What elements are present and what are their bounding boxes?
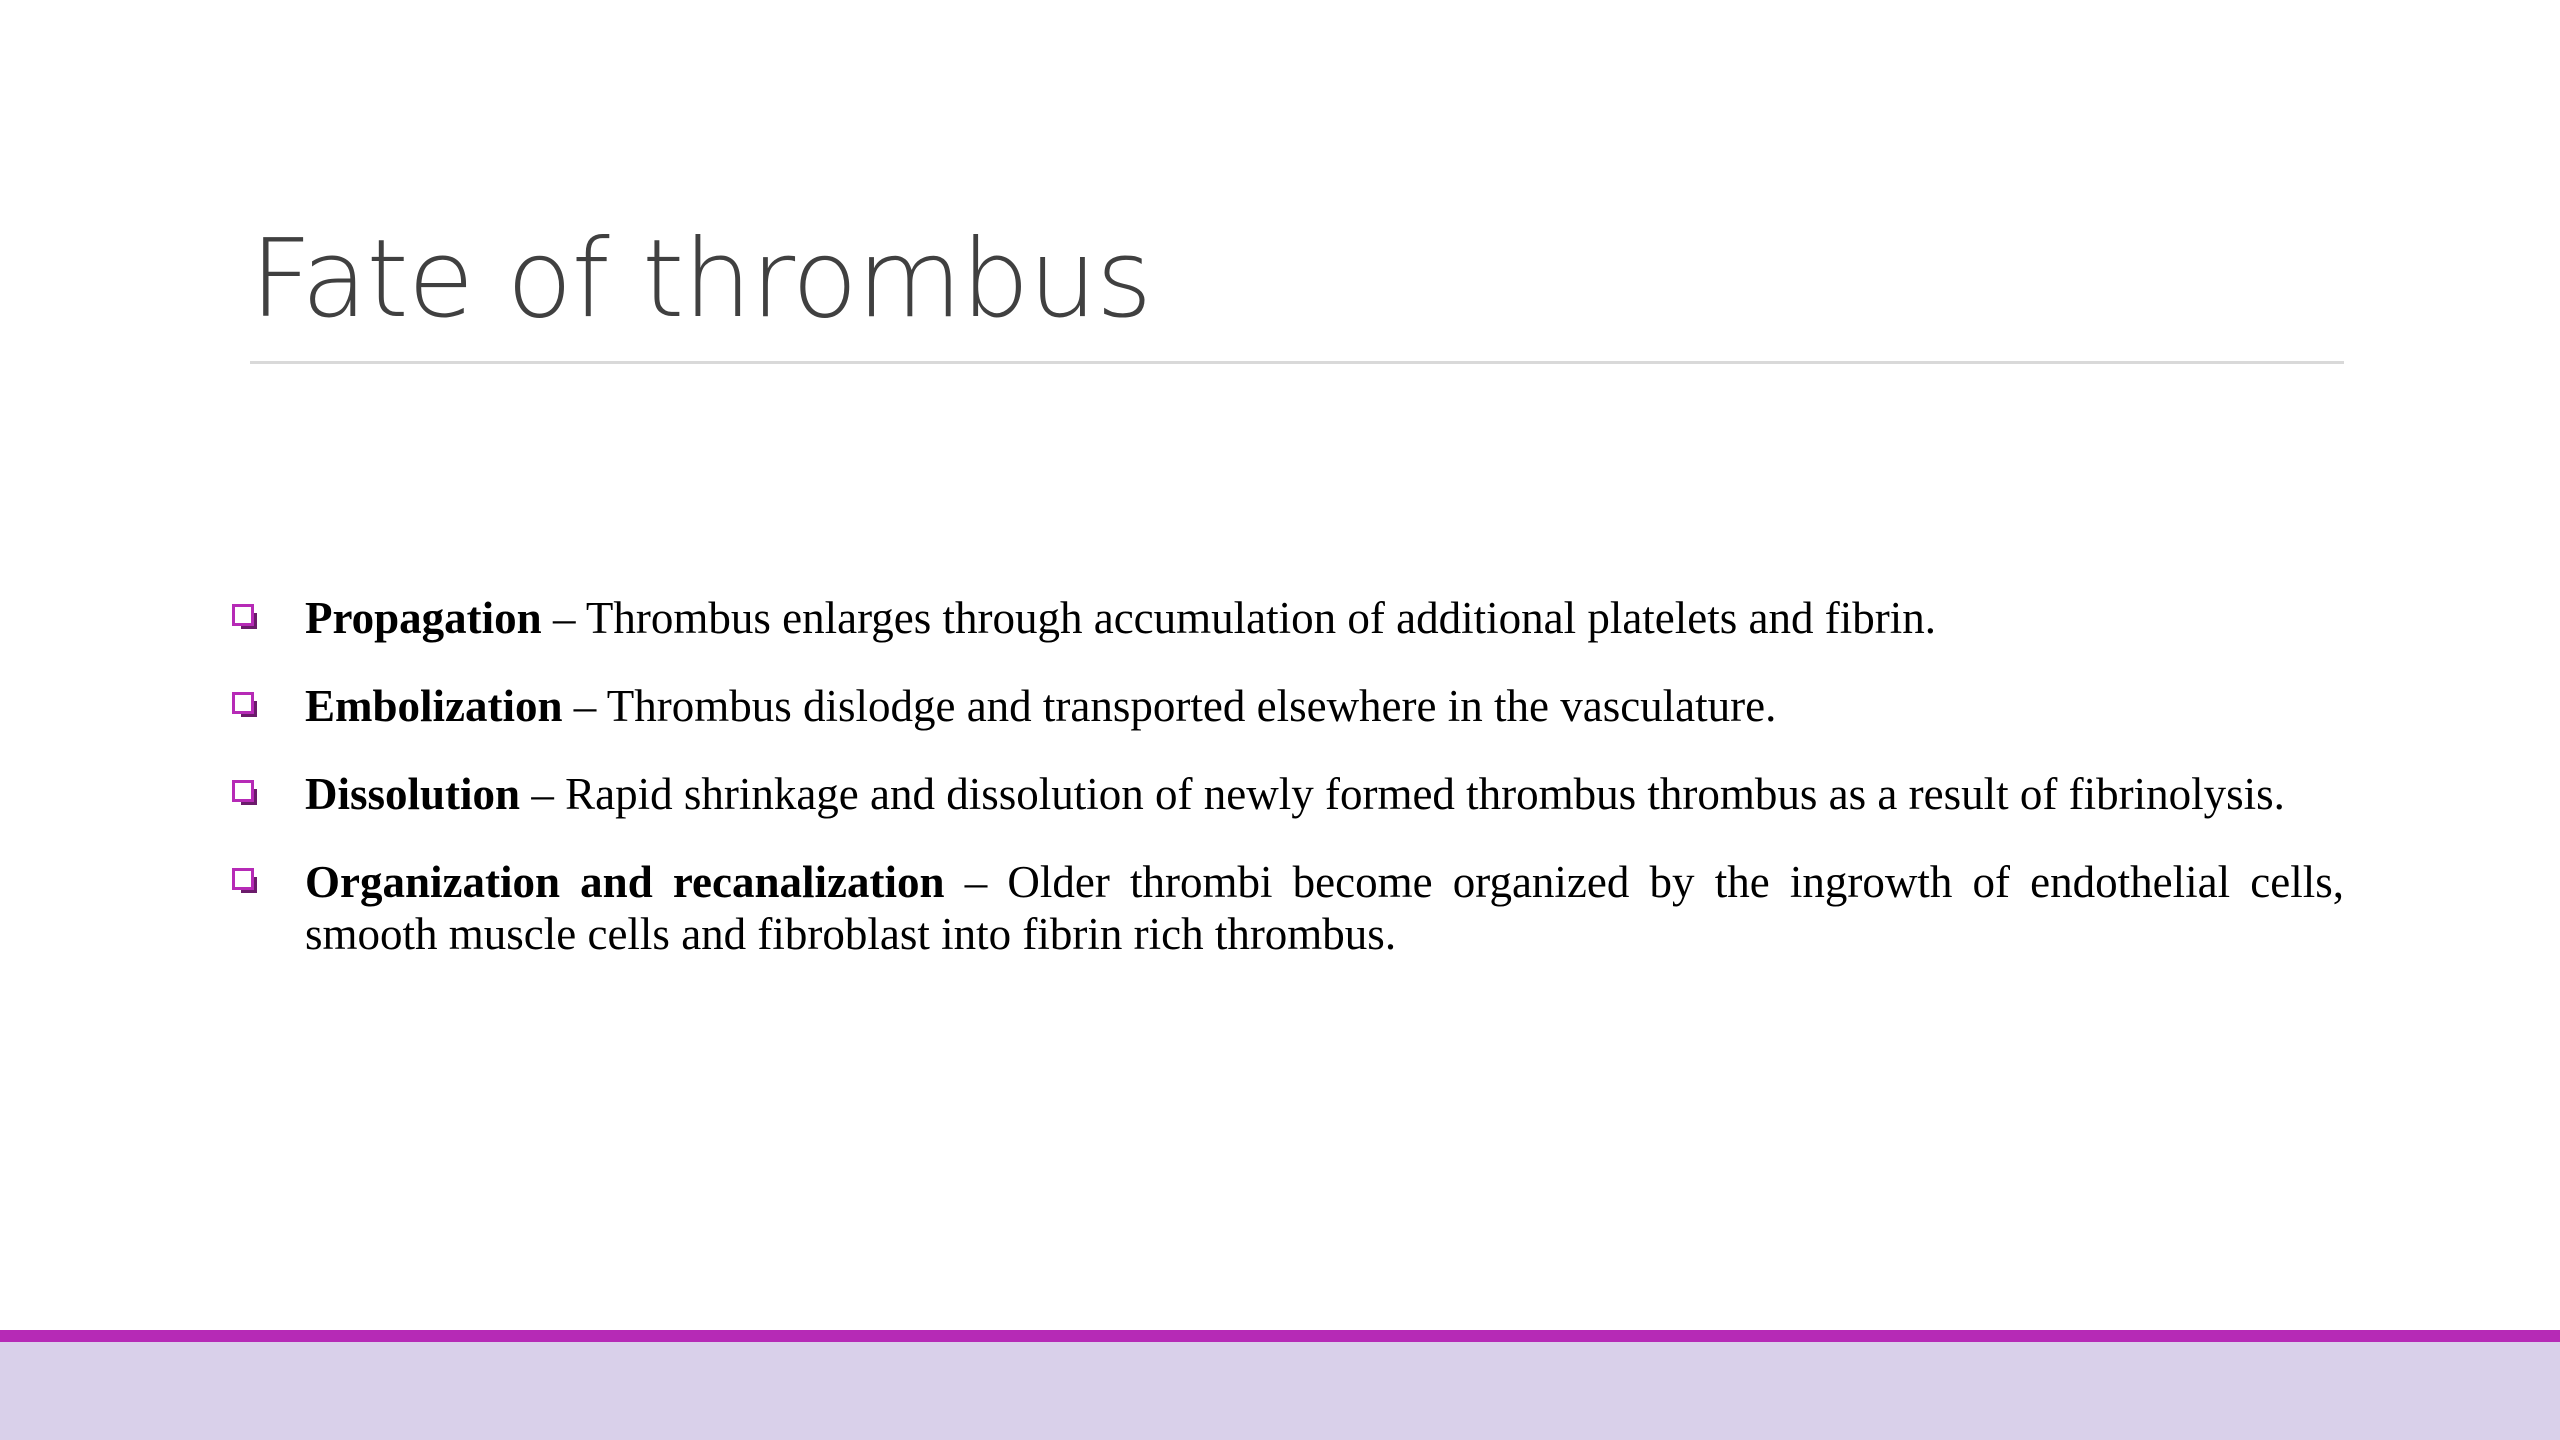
bullet-item-organization	[230, 856, 2344, 960]
bullet-item-dissolution	[230, 768, 2344, 820]
bullet-term: Propagation	[305, 593, 542, 643]
bullet-item-propagation	[230, 592, 2344, 644]
bullet-list	[230, 592, 2344, 996]
checkbox-square-icon	[232, 868, 258, 894]
slide-title: Fate of thrombus	[250, 217, 1152, 342]
bullet-term: Embolization	[305, 681, 563, 731]
bullet-text: – Rapid shrinkage and dissolution of newly formed thrombus thrombus as a result of fibrinolysis.	[520, 769, 2285, 819]
checkbox-square-icon	[232, 692, 258, 718]
checkbox-square-icon	[232, 604, 258, 630]
checkbox-square-icon	[232, 780, 258, 806]
footer-band	[0, 1342, 2560, 1440]
bullet-text: – Thrombus dislodge and transported elsewhere in the vasculature.	[562, 681, 1777, 731]
bullet-term: Dissolution	[305, 769, 521, 819]
bullet-term: Organization and recanalization	[305, 857, 945, 907]
footer-accent-line	[0, 1330, 2560, 1342]
bullet-text: – Thrombus enlarges through accumulation of additional platelets and fibrin.	[541, 593, 1936, 643]
bullet-text: – Older thrombi become organized by the ingrowth of endothelial cells, smooth muscle cells and fibroblast into fibrin rich thrombus.	[305, 857, 2344, 959]
bullet-item-embolization	[230, 680, 2344, 732]
title-divider	[250, 361, 2344, 364]
